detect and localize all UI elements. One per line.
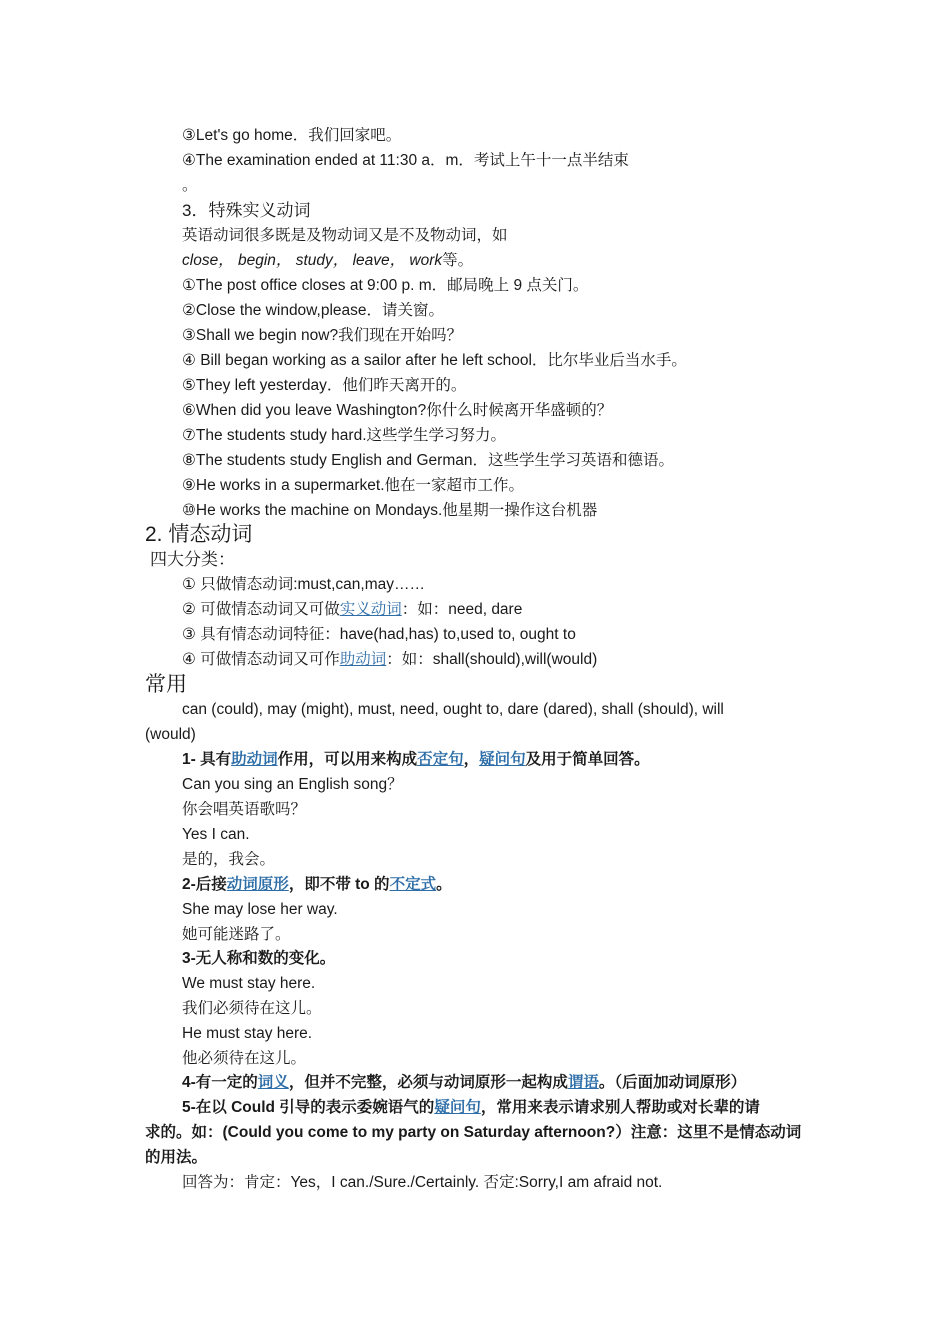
point-text: 2-后接 (182, 876, 227, 893)
verb-examples (182, 250, 473, 272)
common-heading: 常用 (145, 673, 187, 696)
point-4 (182, 1072, 746, 1094)
link-ciyi[interactable]: 词义 (257, 1074, 289, 1091)
link-shiyi-dongci[interactable]: 实义动词 (339, 601, 402, 618)
category-item: ③ 具有情态动词特征：have(had,has) to,used to, ought to (182, 626, 576, 643)
link-dongci-yuanxing[interactable]: 动词原形 (226, 876, 289, 893)
common-modal-list-continuation: (would) (145, 726, 196, 743)
point-2 (182, 874, 452, 896)
link-zhu-dongci[interactable]: 助动词 (339, 651, 387, 668)
link-zhu-dongci[interactable]: 助动词 (231, 751, 278, 768)
point-3: 3-无人称和数的变化。 (182, 950, 336, 967)
verb-examples-suffix: 等。 (442, 252, 474, 269)
example-sentence: ⑦The students study hard.这些学生学习努力。 (182, 427, 506, 444)
point-5 (182, 1097, 760, 1119)
example-sentence: ⑤They left yesterday．他们昨天离开的。 (182, 377, 467, 394)
example-translation: 我们必须待在这儿。 (182, 1000, 322, 1017)
point-text: ，常用来表示请求别人帮助或对长辈的请 (480, 1099, 760, 1116)
point-text: 。 (436, 876, 452, 893)
category-heading: 四大分类： (150, 550, 235, 569)
example-sentence: ⑩He works the machine on Mondays.他星期一操作这台机器 (182, 502, 598, 519)
example-sentence: ①The post office closes at 9:00 p. m．邮局晚上 9 点关门。 (182, 277, 589, 294)
example-line-continuation: 。 (182, 177, 198, 194)
link-weiyu[interactable]: 谓语 (567, 1074, 599, 1091)
point-text: 。（后面加动词原形） (598, 1074, 747, 1091)
point-text: 作用，可以用来构成 (277, 751, 418, 768)
point-text: 1- 具有 (182, 751, 232, 768)
example-line: ③Let's go home．我们回家吧。 (182, 127, 402, 144)
example-translation: 是的，我会。 (182, 851, 276, 868)
link-yiwen-ju[interactable]: 疑问句 (479, 751, 526, 768)
common-modal-list: can (could), may (might), must, need, ought to, dare (dared), shall (should), will (182, 701, 724, 718)
point-5-continuation: 的用法。 (145, 1149, 208, 1166)
point-text: ，但并不完整，必须与动词原形一起构成 (288, 1074, 568, 1091)
example-sentence: ③Shall we begin now?我们现在开始吗？ (182, 327, 463, 344)
example-translation: 他必须待在这儿。 (182, 1050, 307, 1067)
category-item (182, 599, 522, 621)
subsection-title: 3．特殊实义动词 (182, 201, 311, 220)
point-text: 4-有一定的 (182, 1074, 258, 1091)
verb-examples-list: close， begin， study， leave， work (182, 252, 443, 269)
point-text: ， (463, 751, 480, 768)
category-item (182, 649, 597, 671)
example-sentence: ②Close the window,please．请关窗。 (182, 302, 445, 319)
answer-line: 回答为：肯定：Yes，I can./Sure./Certainly. 否定:Sorry,I am afraid not. (182, 1174, 663, 1191)
category-item-text: ② 可做情态动词又可做 (182, 601, 340, 618)
example-sentence: Yes I can. (182, 826, 250, 843)
example-sentence: ⑥When did you leave Washington?你什么时候离开华盛顿的？ (182, 402, 613, 419)
example-sentence: Can you sing an English song？ (182, 776, 403, 793)
point-1 (182, 749, 650, 771)
example-sentence: ④ Bill began working as a sailor after he left school．比尔毕业后当水手。 (182, 352, 687, 369)
example-translation: 你会唱英语歌吗？ (182, 801, 307, 818)
example-sentence: We must stay here. (182, 975, 316, 992)
subsection-description: 英语动词很多既是及物动词又是不及物动词，如 (182, 227, 508, 244)
example-sentence: ⑧The students study English and German．这些学生学习英语和德语。 (182, 452, 674, 469)
point-5-continuation: 求的。如：(Could you come to my party on Saturday afternoon?）注意：这里不是情态动词 (145, 1124, 802, 1141)
example-line: ④The examination ended at 11:30 a．m．考试上午十一点半结束 (182, 152, 629, 169)
point-text: 5-在以 Could 引导的表示委婉语气的 (182, 1099, 435, 1116)
link-yiwen-ju[interactable]: 疑问句 (434, 1099, 481, 1116)
category-item-text: ④ 可做情态动词又可作 (182, 651, 340, 668)
link-budingshi[interactable]: 不定式 (389, 876, 437, 893)
category-item-text: ：如：shall(should),will(would) (386, 651, 598, 668)
category-item: ① 只做情态动词:must,can,may…… (182, 576, 425, 593)
example-sentence: ⑨He works in a supermarket.他在一家超市工作。 (182, 477, 525, 494)
link-fouding-ju[interactable]: 否定句 (417, 751, 464, 768)
example-sentence: He must stay here. (182, 1025, 313, 1042)
point-text: 及用于简单回答。 (525, 751, 650, 768)
example-sentence: She may lose her way. (182, 901, 338, 918)
section-heading: 2. 情态动词 (145, 523, 253, 546)
example-translation: 她可能迷路了。 (182, 926, 291, 943)
point-text: ，即不带 to 的 (288, 876, 390, 893)
category-item-text: ：如：need, dare (401, 601, 523, 618)
